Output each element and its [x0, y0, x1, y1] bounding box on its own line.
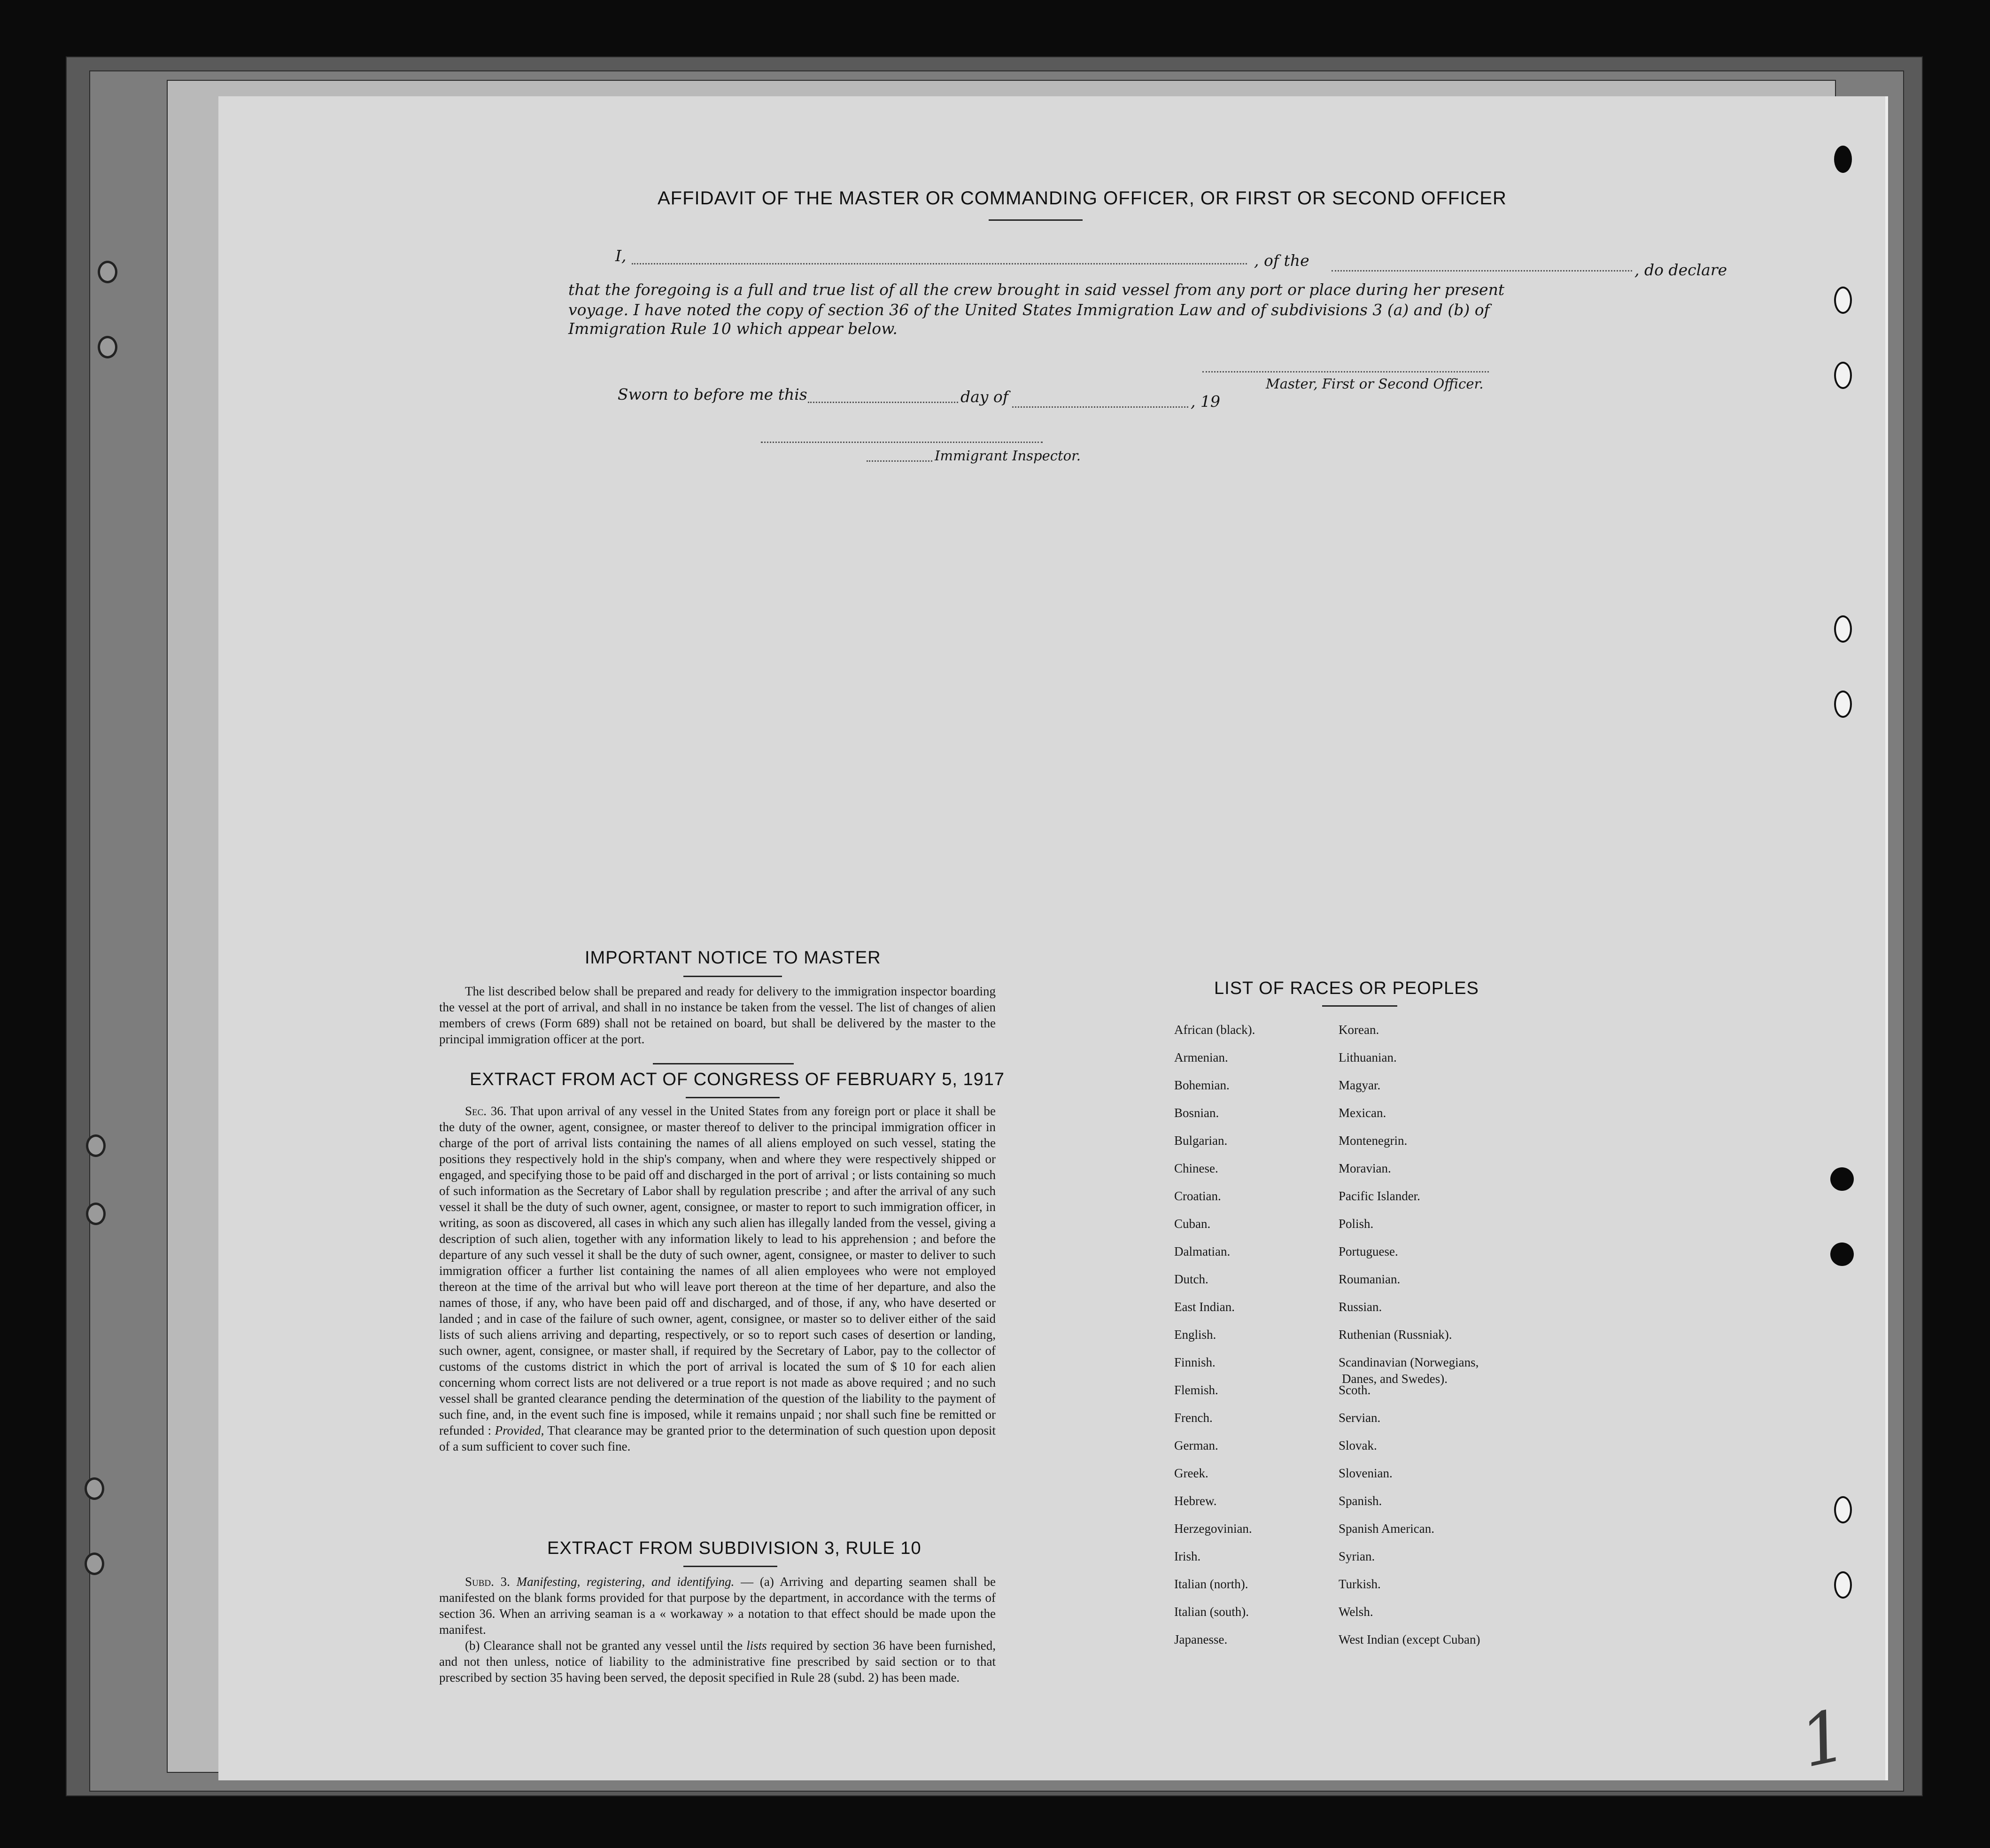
race-item: Magyar.	[1339, 1078, 1381, 1092]
para-a-lead: — (a)	[741, 1575, 774, 1589]
race-item: Slovak.	[1339, 1438, 1377, 1452]
sec-label: Sec. 36.	[465, 1104, 507, 1118]
punch-hole	[1834, 1496, 1852, 1523]
race-item: Cuban.	[1174, 1217, 1211, 1231]
race-item: Slovenian.	[1339, 1466, 1393, 1480]
affidavit-of-the: , of the	[1254, 251, 1309, 270]
binder-hole	[98, 261, 117, 283]
race-item: Herzegovinian.	[1174, 1522, 1252, 1536]
race-item: Japanesse.	[1174, 1632, 1228, 1646]
race-item-continued: Danes, and Swedes).	[1342, 1372, 1448, 1386]
race-item: Bosnian.	[1174, 1106, 1219, 1120]
affidavit-title: AFFIDAVIT OF THE MASTER OR COMMANDING OFFICER, OR FIRST OR SECOND OFFICER	[658, 188, 1507, 209]
race-item: Hebrew.	[1174, 1494, 1217, 1508]
para-b-lead: (b) Clearance shall not be granted any vessel until the	[465, 1638, 743, 1653]
affidavit-line: that the foregoing is a full and true list of all the crew brought in said vessel from any port or place during her present	[568, 280, 1505, 299]
extract-act-title: EXTRACT FROM ACT OF CONGRESS OF FEBRUARY 5, 1917	[470, 1070, 1005, 1089]
affidavit-line: voyage. I have noted the copy of section 36 of the United States Immigration Law and of subdivisions 3 (a) and (b) of	[568, 301, 1490, 319]
punch-hole	[1834, 615, 1852, 643]
year-text: , 19	[1191, 392, 1220, 411]
section-36-text	[439, 1103, 996, 1454]
affidavit-line: Immigration Rule 10 which appear below.	[568, 319, 898, 338]
race-item: Syrian.	[1339, 1549, 1375, 1563]
race-item: Mexican.	[1339, 1106, 1386, 1120]
sworn-text: Sworn to before me this	[618, 385, 807, 404]
notice-text: The list described below shall be prepared and ready for delivery to the immigration inspector boarding the vessel at the port of arrival, and shall in no instance be taken from the vessel. The list of changes of alien members of crews (Form 689) shall not be retained on board, but shall be delivered by the master to the principal immigration officer at the port.	[439, 984, 996, 1046]
binder-hole	[85, 1477, 104, 1500]
race-item: Spanish.	[1339, 1494, 1382, 1508]
name-blank[interactable]	[632, 263, 1247, 264]
race-item: Bohemian.	[1174, 1078, 1230, 1092]
punch-hole	[1830, 1242, 1854, 1266]
race-item: Dalmatian.	[1174, 1244, 1231, 1258]
notice-divider	[653, 1063, 794, 1064]
race-item: Polish.	[1339, 1217, 1374, 1231]
inspector-signature-line[interactable]	[761, 442, 1043, 443]
race-item: Croatian.	[1174, 1189, 1221, 1203]
race-item: Flemish.	[1174, 1383, 1218, 1397]
punch-hole	[1834, 146, 1852, 173]
race-item: Welsh.	[1339, 1605, 1373, 1619]
para-a: Arriving and departing seamen shall be manifested on the blank forms provided for that purpose by the department, in accordance with the terms of section 36. When an arriving seaman is a « workaway » a notation to that effect should be made upon the manifest.	[439, 1575, 996, 1637]
master-label: Master, First or Second Officer.	[1266, 376, 1484, 392]
races-underline	[1322, 1005, 1397, 1007]
race-item: East Indian.	[1174, 1300, 1235, 1314]
day-blank[interactable]	[808, 402, 958, 403]
race-item: Scandinavian (Norwegians,	[1339, 1355, 1479, 1369]
provided-word: Provided,	[495, 1423, 544, 1437]
race-item: Pacific Islander.	[1339, 1189, 1420, 1203]
sec-body-end: That clearance may be granted prior to the determination of such question upon deposit of a sum sufficient to cover such fine.	[439, 1423, 996, 1453]
race-item: African (black).	[1174, 1023, 1255, 1037]
day-of-text: day of	[960, 388, 1009, 406]
subd-label: Subd. 3.	[465, 1575, 510, 1589]
para-b: required by section 36 have been furnished, and not then unless, notice of liability to the administrative fine prescribed by said section or to that prescribed by section 35 having been served, the deposit specified in Rule 28 (subd. 2) has been made.	[439, 1638, 996, 1685]
extract-rule-underline	[683, 1566, 777, 1567]
race-item: Chinese.	[1174, 1161, 1218, 1175]
race-item: Turkish.	[1339, 1577, 1381, 1591]
notice-title: IMPORTANT NOTICE TO MASTER	[585, 948, 881, 968]
punch-hole	[1830, 1167, 1854, 1191]
race-item: Spanish American.	[1339, 1522, 1434, 1536]
punch-hole	[1834, 362, 1852, 389]
race-item: English.	[1174, 1328, 1216, 1342]
sec-body: That upon arrival of any vessel in the United States from any foreign port or place it shall be the duty of the owner, agent, consignee, or master thereof to deliver to the principal immigration officer in charge of the port of arrival lists containing the names of all aliens employed on such vessel, stating the positions they respectively hold in the ship's company, when and where they were respectively shipped or engaged, and specifying those to be paid off and discharged in the port of arrival ; or lists containing so much of such information as the Secretary of Labor shall by regulation prescribe ; and after the arrival of any such vessel it shall be the duty of such owner, agent, consignee, or master to report to such immigration officer, in writing, as soon as discovered, all cases in which any such alien has illegally landed from the vessel, giving a description of such alien, together with any information likely to lead to his apprehension ; and before the departure of any such vessel it shall be the duty of such owner, agent, consignee, or master to deliver to such immigration officer a further list containing the names of all alien employees who were not employed thereon at the time of the arrival but who will leave port thereon at the time of her departure, and also the names of those, if any, who have been paid off and discharged, and of those, if any, who have deserted or landed ; and in case of the failure of such owner, agent, consignee, or master so to deliver either of the said lists of such aliens arriving and departing, respectively, or so to report such cases of desertion or landing, such owner, agent, consignee, or master shall, if required by the Secretary of Labor, pay to the collector of customs of the customs district in which the port of arrival is located the sum of $ 10 for each alien concerning whom correct lists are not delivered or a true report is not made as above required ; and no such vessel shall be granted clearance pending the determination of the question of the liability to the payment of such fine, and, in the event such fine is imposed, while it remains unpaid ; nor shall such fine be remitted or refunded :	[439, 1104, 996, 1437]
binder-hole	[85, 1553, 104, 1575]
race-item: German.	[1174, 1438, 1218, 1452]
race-item: Montenegrin.	[1339, 1134, 1408, 1148]
race-item: French.	[1174, 1411, 1213, 1425]
race-item: Italian (north).	[1174, 1577, 1248, 1591]
handwritten-number: 1	[1793, 1694, 1854, 1784]
extract-act-underline	[686, 1097, 780, 1098]
punch-hole	[1834, 287, 1852, 314]
affidavit-page	[218, 96, 1888, 1784]
extract-rule-title: EXTRACT FROM SUBDIVISION 3, RULE 10	[547, 1538, 921, 1558]
month-blank[interactable]	[1012, 406, 1188, 408]
race-item: Lithuanian.	[1339, 1050, 1397, 1064]
race-item: Moravian.	[1339, 1161, 1391, 1175]
master-signature-line[interactable]	[1202, 371, 1489, 373]
race-item: Finnish.	[1174, 1355, 1216, 1369]
rule-10-text	[439, 1574, 996, 1685]
race-item: Korean.	[1339, 1023, 1379, 1037]
affidavit-declare: , do declare	[1634, 261, 1727, 279]
race-item: Irish.	[1174, 1549, 1201, 1563]
race-item: Portuguese.	[1339, 1244, 1398, 1258]
race-item: Ruthenian (Russniak).	[1339, 1328, 1452, 1342]
affidavit-i: I,	[615, 247, 627, 265]
race-item: Dutch.	[1174, 1272, 1208, 1286]
inspector-dots	[867, 460, 932, 462]
race-item: Scoth.	[1339, 1383, 1371, 1397]
inspector-label: Immigrant Inspector.	[935, 448, 1081, 464]
race-item: Greek.	[1174, 1466, 1208, 1480]
binder-hole	[86, 1203, 106, 1225]
races-title: LIST OF RACES OR PEOPLES	[1214, 978, 1479, 998]
subd-title: Manifesting, registering, and identifying.	[516, 1575, 735, 1589]
punch-hole	[1834, 1571, 1852, 1599]
para-b-lists: lists	[746, 1638, 767, 1653]
race-item: West Indian (except Cuban)	[1339, 1632, 1480, 1646]
race-item: Armenian.	[1174, 1050, 1228, 1064]
race-item: Russian.	[1339, 1300, 1382, 1314]
notice-underline	[683, 976, 782, 977]
race-item: Servian.	[1339, 1411, 1381, 1425]
binder-hole	[86, 1134, 106, 1157]
race-item: Roumanian.	[1339, 1272, 1401, 1286]
vessel-blank[interactable]	[1332, 270, 1632, 272]
race-item: Bulgarian.	[1174, 1134, 1228, 1148]
punch-hole	[1834, 691, 1852, 718]
race-item: Italian (south).	[1174, 1605, 1249, 1619]
binder-hole	[98, 336, 117, 358]
title-underline	[989, 219, 1083, 221]
